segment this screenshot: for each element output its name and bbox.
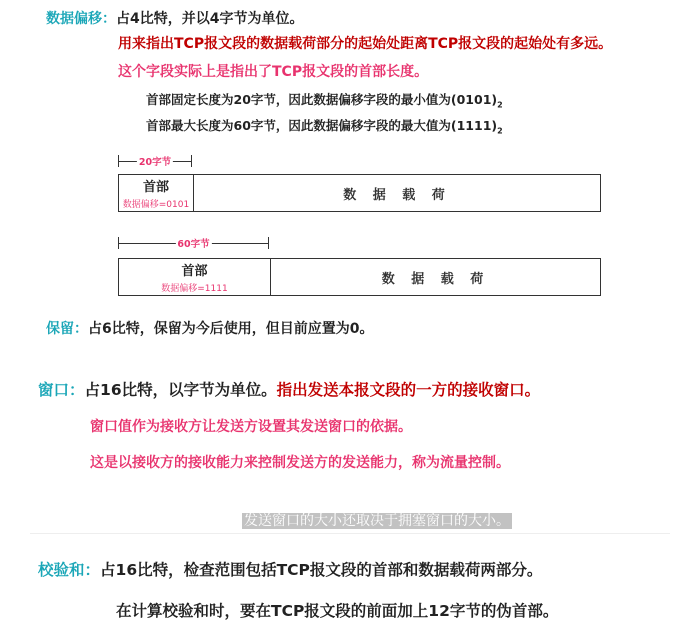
segment-max-diagram [118,258,601,296]
payload-cell-max [270,259,600,295]
offset-min-subscript: 2 [497,100,503,110]
header-offset-max: 数据偏移=1111 [161,284,228,294]
offset-desc: 占4比特，并以4字节为单位。 [116,11,304,27]
reserved-heading [46,318,373,338]
offset-max-line [146,116,503,136]
window-heading [38,378,540,400]
window-red-inline: 指出发送本报文段的一方的接收窗口。 [276,381,541,399]
payload-label-max: 数 据 载 荷 [381,271,490,287]
ruler-60-bytes [118,237,269,249]
ruler-20-bytes [118,155,192,167]
offset-min-text: 首部固定长度为20字节，因此数据偏移字段的最小值为(0101) [146,92,498,107]
checksum-desc: 占16比特，检查范围包括TCP报文段的首部和数据载荷两部分。 [100,561,543,579]
divider [30,533,670,534]
offset-term: 数据偏移 [46,11,102,27]
ruler-20-label: 20字节 [137,154,173,168]
window-term: 窗口 [38,381,70,399]
payload-cell-min [193,175,600,211]
video-subtitle [242,510,512,530]
checksum-heading [38,558,542,580]
offset-heading [46,8,303,28]
offset-max-text: 首部最大长度为60字节，因此数据偏移字段的最大值为(1111) [146,118,498,133]
subtitle-text: 发送窗口的大小还取决于拥塞窗口的大小。 [244,513,510,529]
payload-label-min: 数 据 载 荷 [343,187,451,203]
reserved-term: 保留 [46,321,74,337]
window-pink-line2: 这是以接收方的接收能力来控制发送方的发送能力，称为流量控制。 [90,455,510,471]
header-cell-min [119,175,193,211]
reserved-desc: 占6比特，保留为今后使用，但目前应置为0。 [88,321,374,337]
header-label-max: 首部 [181,264,208,279]
header-label-min: 首部 [142,180,169,195]
segment-min-diagram [118,174,601,212]
offset-min-line [146,90,503,110]
ruler-60-label: 60字节 [175,236,211,250]
window-pink-line1: 窗口值作为接收方让发送方设置其发送窗口的依据。 [90,419,412,435]
offset-red-line: 用来指出TCP报文段的数据载荷部分的起始处距离TCP报文段的起始处有多远。 [118,36,613,52]
header-cell-max [119,259,270,295]
offset-max-subscript: 2 [497,126,503,136]
offset-colon: ： [102,11,116,27]
checksum-line2: 在计算校验和时，要在TCP报文段的前面加上12字节的伪首部。 [116,602,559,620]
window-desc: 占16比特，以字节为单位。 [84,381,277,399]
checksum-term: 校验和 [38,561,85,579]
reserved-colon: ： [74,321,88,337]
header-offset-min: 数据偏移=0101 [122,200,190,210]
offset-pink-line: 这个字段实际上是指出了TCP报文段的首部长度。 [118,64,429,80]
window-colon: ： [69,381,85,399]
checksum-colon: ： [84,561,101,579]
